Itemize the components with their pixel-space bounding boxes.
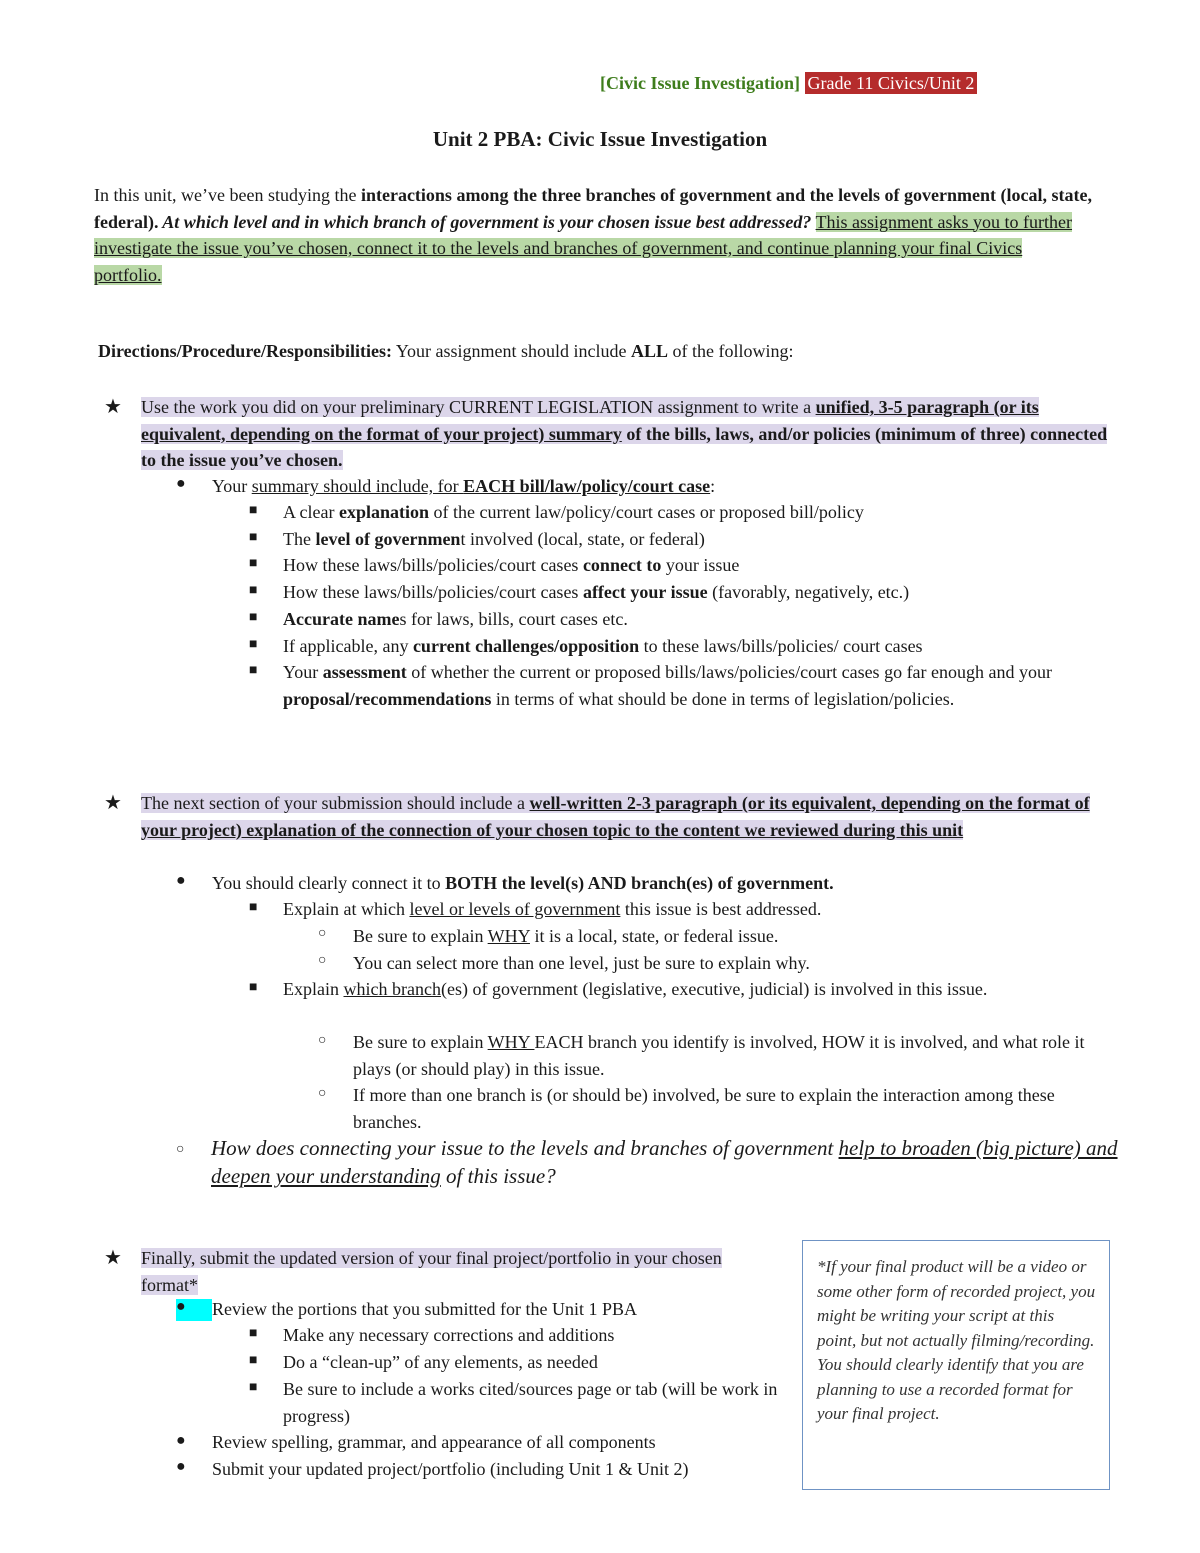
bullet-dot-icon: ● [176, 1432, 186, 1449]
item-text: The [283, 529, 316, 549]
bullet-square-icon: ■ [249, 530, 258, 545]
header-tag: [Civic Issue Investigation] [600, 73, 801, 93]
bullet-circle-icon: ○ [318, 1086, 327, 1101]
section2-bullet-bold: BOTH the level(s) AND branch(es) of government. [445, 873, 834, 893]
section1-lead-bold: of the bills, laws, and/or policies (minimum of three) connected to the issue you’ve chosen. [141, 423, 1108, 470]
bullet-circle-icon: ○ [318, 1033, 327, 1048]
question-underlined: help to broaden (big picture) and deepen your understanding [211, 1136, 1118, 1188]
item-bold-2: proposal/recommendations [283, 688, 492, 709]
section2-bullet-text: You should clearly connect it to [212, 873, 446, 893]
bullet-square-icon: ■ [249, 900, 258, 915]
item-text-end: t involved (local, state, or federal) [460, 529, 705, 549]
item-underlined: WHY [487, 926, 530, 946]
item-bold: connect to [582, 555, 662, 575]
item-text: How these laws/bills/policies/court cases [283, 582, 583, 602]
item-text: How these laws/bills/policies/court cases [283, 555, 583, 575]
section1-lead [141, 394, 1121, 474]
bullet-square-icon: ■ [249, 503, 258, 518]
item-text-end: it is a local, state, or federal issue. [529, 926, 779, 946]
recorded-format-note: *If your final product will be a video or some other form of recorded project, you might be writing your script at this point, but not actually filming/recording. You should clearly identify that you are planning to use a recorded format for your final project. [802, 1240, 1110, 1490]
directions-all: ALL [631, 341, 669, 361]
bullet-circle-icon: ○ [176, 1142, 185, 1157]
item-text: A clear [283, 502, 339, 522]
bullet-square-icon: ■ [249, 1353, 258, 1368]
section1-bullet [212, 473, 715, 500]
section1-item [283, 526, 1128, 553]
section1-bullet-underlined: summary should include, for [251, 476, 464, 496]
intro-bold: interactions among the three branches of government and the levels of government (local, state, federal). [94, 185, 1093, 232]
section3-bullet: Review the portions that you submitted for the Unit 1 PBA [212, 1299, 637, 1319]
bullet-dot-icon: ● [176, 872, 186, 889]
section1-item [283, 606, 1128, 633]
bullet-dot-icon: ● [176, 475, 186, 492]
bullet-square-icon: ■ [249, 980, 258, 995]
item-text: Be sure to explain [353, 926, 488, 946]
section3-item: Do a “clean-up” of any elements, as needed [283, 1352, 598, 1372]
section1-item-last [283, 659, 1128, 712]
section1-bullet-colon: : [710, 476, 716, 496]
section2-subitem: You can select more than one level, just be sure to explain why. [353, 953, 810, 973]
item-text: Be sure to explain [353, 1032, 488, 1052]
item-underlined: level or levels of government [409, 899, 621, 919]
item-text-end: to these laws/bills/policies/ court cases [639, 636, 923, 656]
item-bold: level of governmen [315, 529, 461, 549]
section1-lead-underlined: unified, 3-5 paragraph (or its equivalent, depending on the format of your project) summary [141, 397, 1039, 444]
section1-bullet-bold: EACH bill/law/policy/court case [463, 476, 711, 496]
star-icon: ★ [104, 792, 122, 814]
item-underlined: which branch [343, 979, 441, 999]
section2-bullet [212, 870, 834, 897]
section2-item [283, 976, 1128, 1003]
directions-text-end: of the following: [668, 341, 794, 361]
question-text: How does connecting your issue to the levels and branches of government [211, 1136, 839, 1160]
section1-item [283, 633, 1128, 660]
item-bold: assessment [322, 662, 407, 682]
section2-subitem [353, 1029, 1113, 1082]
section3-item: Make any necessary corrections and additions [283, 1325, 615, 1345]
section1-item [283, 552, 1128, 579]
question-text-end: of this issue? [440, 1164, 556, 1188]
intro-text: In this unit, we’ve been studying the [94, 185, 361, 205]
bullet-dot-icon: ● [176, 1458, 186, 1475]
bullet-circle-icon: ○ [318, 926, 327, 941]
section1-bullet-text: Your [212, 476, 252, 496]
item-text-end: your issue [661, 555, 740, 575]
bullet-square-icon: ■ [249, 556, 258, 571]
intro-highlight: This assignment asks you to further investigate the issue you’ve chosen, connect it to the levels and branches of government, and continue planning your final Civics portfolio. [94, 211, 1073, 285]
item-text-end: (es) of government (legislative, executive, judicial) is involved in this issue. [440, 979, 988, 999]
section1-item [283, 499, 1128, 526]
item-text-end: (favorably, negatively, etc.) [707, 582, 910, 602]
section1-lead-text: Use the work you did on your preliminary CURRENT LEGISLATION assignment to write a [141, 397, 816, 417]
item-bold: affect your issue [582, 582, 708, 602]
bullet-square-icon: ■ [249, 663, 258, 678]
intro-paragraph [94, 182, 1094, 288]
section2-lead [141, 790, 1121, 843]
item-text-end: EACH branch you identify is involved, HOW it is involved, and what role it plays (or should play) in this issue. [353, 1032, 1085, 1079]
item-text: Explain at which [283, 899, 410, 919]
section3-lead [141, 1245, 781, 1298]
page-title: Unit 2 PBA: Civic Issue Investigation [432, 127, 768, 151]
directions-text: Your assignment should include [392, 341, 632, 361]
item-text: Your [283, 662, 323, 682]
section3-bullet: Review spelling, grammar, and appearance of all components [212, 1432, 656, 1452]
section3-bullet: Submit your updated project/portfolio (including Unit 1 & Unit 2) [212, 1459, 689, 1479]
section2-lead-underlined: well-written 2-3 paragraph (or its equivalent, depending on the format of your project) explanation of the connection of your chosen topic to the content we reviewed during this unit [141, 793, 1090, 840]
item-text-end: of the current law/policy/court cases or proposed bill/policy [429, 502, 864, 522]
bullet-square-icon: ■ [249, 583, 258, 598]
section3-item: Be sure to include a works cited/sources page or tab (will be work in progress) [283, 1379, 778, 1426]
section2-subitem [353, 923, 1113, 950]
directions-line [98, 341, 794, 362]
page-header [600, 73, 977, 94]
section2-subitem: If more than one branch is (or should be) involved, be sure to explain the interaction among these branches. [353, 1085, 1055, 1132]
item-bold: Accurate name [283, 609, 400, 629]
bullet-square-icon: ■ [249, 1326, 258, 1341]
bullet-dot-icon: ● [176, 1298, 186, 1315]
item-text: If applicable, any [283, 636, 413, 656]
item-text-end: in terms of what should be done in terms of legislation/policies. [491, 688, 955, 709]
item-bold: explanation [338, 502, 429, 522]
reflection-question [211, 1134, 1131, 1190]
bullet-square-icon: ■ [249, 1380, 258, 1395]
intro-question: At which level and in which branch of government is your chosen issue best addressed? [158, 211, 812, 232]
item-text-end: s for laws, bills, court cases etc. [399, 609, 628, 629]
item-underlined: WHY [487, 1032, 535, 1052]
bullet-square-icon: ■ [249, 637, 258, 652]
section2-lead-text: The next section of your submission should include a [141, 793, 530, 813]
directions-label: Directions/Procedure/Responsibilities: [98, 341, 392, 361]
item-bold: current challenges/opposition [412, 636, 640, 656]
item-text-mid: of whether the current or proposed bills/laws/policies/court cases go far enough and your [406, 662, 1053, 682]
bullet-circle-icon: ○ [318, 953, 327, 968]
bullet-square-icon: ■ [249, 610, 258, 625]
section2-item [283, 896, 1128, 923]
item-text-end: this issue is best addressed. [620, 899, 822, 919]
section1-item [283, 579, 1128, 606]
header-grade: Grade 11 Civics/Unit 2 [805, 72, 978, 94]
item-text: Explain [283, 979, 344, 999]
star-icon: ★ [104, 1247, 122, 1269]
star-icon: ★ [104, 396, 122, 418]
section3-lead-text: Finally, submit the updated version of your final project/portfolio in your chosen format* [141, 1248, 722, 1295]
